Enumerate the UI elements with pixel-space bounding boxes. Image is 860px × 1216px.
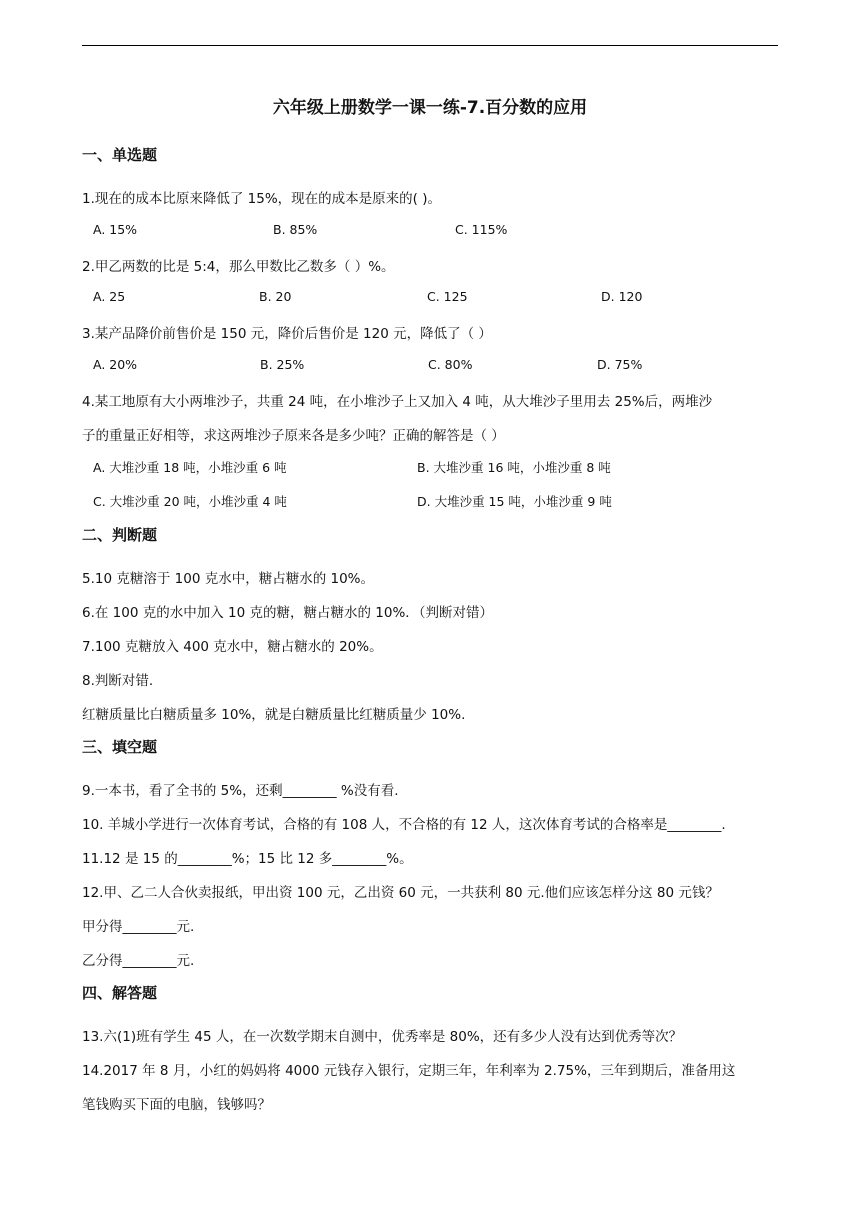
q3-option-c: C. 80% <box>428 357 473 372</box>
q4-option-c: C. 大堆沙重 20 吨，小堆沙重 4 吨 <box>93 494 287 509</box>
q3-option-d: D. 75% <box>597 357 643 372</box>
question-4-line-1: 4.某工地原有大小两堆沙子，共重 24 吨，在小堆沙子上又加入 4 吨，从大堆沙子里用去 25%后，两堆沙 <box>82 394 713 410</box>
question-13: 13.六(1)班有学生 45 人，在一次数学期末自测中，优秀率是 80%，还有多少人没有达到优秀等次？ <box>82 1029 683 1045</box>
section-heading-solve: 四、解答题 <box>82 984 158 1002</box>
q2-option-a: A. 25 <box>93 289 126 304</box>
q3-option-b: B. 25% <box>260 357 305 372</box>
q4-option-b: B. 大堆沙重 16 吨，小堆沙重 8 吨 <box>417 460 611 475</box>
q1-option-b: B. 85% <box>273 222 318 237</box>
section-heading-single-choice: 一、单选题 <box>82 146 158 164</box>
question-8-line-2: 红糖质量比白糖质量多 10%，就是白糖质量比红糖质量少 10%. <box>82 707 466 723</box>
q4-option-a: A. 大堆沙重 18 吨，小堆沙重 6 吨 <box>93 460 287 475</box>
q2-option-d: D. 120 <box>601 289 643 304</box>
q4-option-d: D. 大堆沙重 15 吨，小堆沙重 9 吨 <box>417 494 612 509</box>
question-9: 9.一本书，看了全书的 5%，还剩________ %没有看. <box>82 783 399 799</box>
question-4-line-2: 子的重量正好相等，求这两堆沙子原来各是多少吨？正确的解答是（ ） <box>82 428 505 444</box>
page-title: 六年级上册数学一课一练-7.百分数的应用 <box>272 98 588 118</box>
question-12-line-3: 乙分得________元. <box>82 953 195 969</box>
section-heading-fill-blank: 三、填空题 <box>82 738 158 756</box>
question-12-line-2: 甲分得________元. <box>82 919 195 935</box>
question-7: 7.100 克糖放入 400 克水中，糖占糖水的 20%。 <box>82 639 383 655</box>
question-2: 2.甲乙两数的比是 5:4，那么甲数比乙数多（ ）%。 <box>82 259 395 275</box>
question-10: 10. 羊城小学进行一次体育考试，合格的有 108 人，不合格的有 12 人，这次体育考试的合格率是________. <box>82 817 726 833</box>
section-heading-true-false: 二、判断题 <box>82 526 158 544</box>
q3-option-a: A. 20% <box>93 357 138 372</box>
question-6: 6.在 100 克的水中加入 10 克的糖，糖占糖水的 10%．（判断对错） <box>82 605 494 621</box>
q1-option-a: A. 15% <box>93 222 138 237</box>
question-1: 1.现在的成本比原来降低了 15%，现在的成本是原来的( )。 <box>82 191 442 207</box>
q1-option-c: C. 115% <box>455 222 508 237</box>
question-3: 3.某产品降价前售价是 150 元，降价后售价是 120 元，降低了（ ） <box>82 326 492 342</box>
question-8-line-1: 8.判断对错. <box>82 673 154 689</box>
q2-option-c: C. 125 <box>427 289 468 304</box>
question-5: 5.10 克糖溶于 100 克水中，糖占糖水的 10%。 <box>82 571 374 587</box>
question-12-line-1: 12.甲、乙二人合伙卖报纸，甲出资 100 元，乙出资 60 元，一共获利 80 元.他们应该怎样分这 80 元钱？ <box>82 885 719 901</box>
q2-option-b: B. 20 <box>259 289 292 304</box>
question-11: 11.12 是 15 的________%；15 比 12 多________%。 <box>82 851 413 867</box>
header-rule <box>82 45 778 46</box>
question-14-line-1: 14.2017 年 8 月，小红的妈妈将 4000 元钱存入银行，定期三年，年利率为 2.75%，三年到期后，准备用这 <box>82 1063 736 1079</box>
question-14-line-2: 笔钱购买下面的电脑，钱够吗？ <box>82 1097 271 1113</box>
